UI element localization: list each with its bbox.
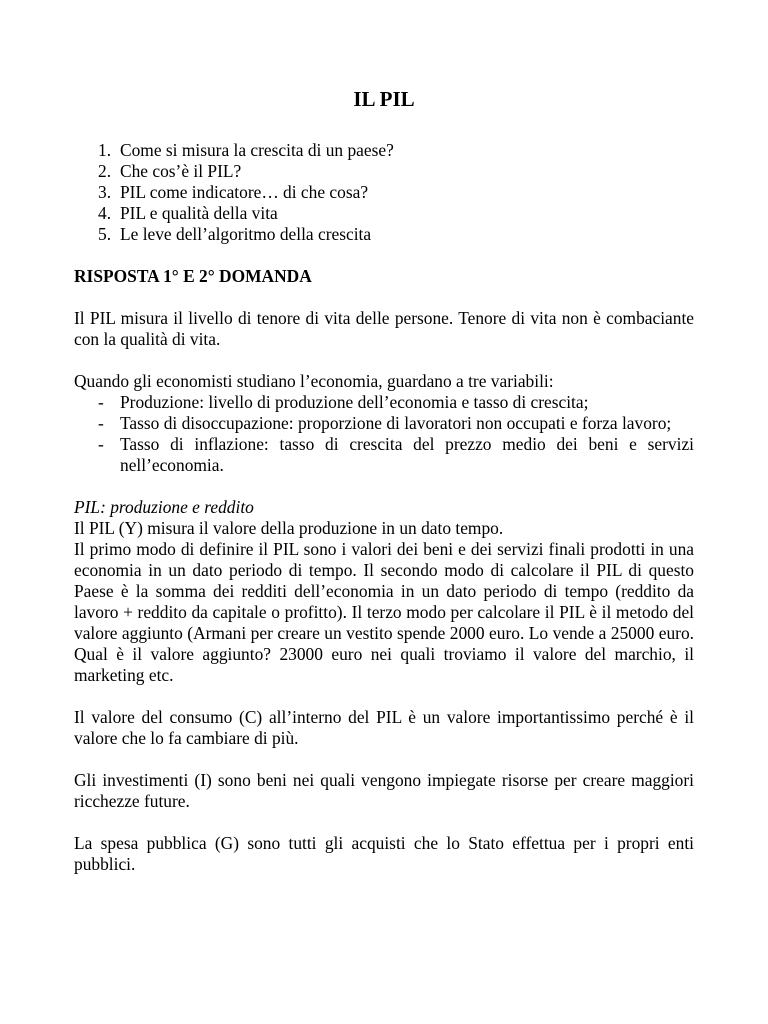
list-item-text: Produzione: livello di produzione dell’economia e tasso di crescita;: [120, 392, 589, 412]
dash-bullet: -: [98, 392, 104, 412]
list-item: [98, 182, 694, 203]
paragraph-tenore-di-vita: Il PIL misura il livello di tenore di vita delle persone. Tenore di vita non è combaciante con la qualità di vita.: [74, 308, 694, 349]
list-item-text: Come si misura la crescita di un paese?: [120, 140, 394, 160]
list-item-text: PIL come indicatore… di che cosa?: [120, 182, 369, 202]
list-number: 1.: [98, 140, 112, 160]
variables-list: [74, 392, 694, 476]
list-item: [98, 392, 694, 413]
list-item: [98, 224, 694, 245]
list-item-text: PIL e qualità della vita: [120, 203, 278, 223]
dash-bullet: -: [98, 413, 104, 433]
questions-list: [74, 140, 694, 245]
document-page: [74, 86, 694, 875]
list-item-text: Le leve dell’algoritmo della crescita: [120, 224, 372, 244]
document-title: IL PIL: [353, 87, 415, 111]
paragraph-consumo: Il valore del consumo (C) all’interno del PIL è un valore importantissimo perché è il valore che lo fa cambiare di più.: [74, 707, 694, 748]
list-number: 5.: [98, 224, 112, 244]
list-number: 4.: [98, 203, 112, 223]
section-heading: RISPOSTA 1° E 2° DOMANDA: [74, 266, 312, 286]
paragraph-pil-modi: Il primo modo di definire il PIL sono i valori dei beni e dei servizi finali prodotti in una economia in un dato periodo di tempo. Il secondo modo di calcolare il PIL di questo Paese è la somma dei redditi dell’economia in un dato periodo di tempo (reddito da lavoro + reddito da capitale o profitto). Il terzo modo per calcolare il PIL è il metodo del valore aggiunto (Armani per creare un vestito spende 2000 euro. Lo vende a 25000 euro. Qual è il valore aggiunto? 23000 euro nei quali troviamo il valore del marchio, il marketing etc.: [74, 539, 694, 685]
list-number: 2.: [98, 161, 112, 181]
paragraph-spesa-pubblica: La spesa pubblica (G) sono tutti gli acquisti che lo Stato effettua per i propri enti pubblici.: [74, 833, 694, 874]
list-item-text: Tasso di disoccupazione: proporzione di lavoratori non occupati e forza lavoro;: [120, 413, 672, 433]
list-item: [98, 161, 694, 182]
dash-bullet: -: [98, 434, 104, 454]
list-number: 3.: [98, 182, 112, 202]
list-item-text: Tasso di inflazione: tasso di crescita del prezzo medio dei beni e servizi nell’economia.: [120, 434, 694, 475]
paragraph-investimenti: Gli investimenti (I) sono beni nei quali vengono impiegate risorse per creare maggiori ricchezze future.: [74, 770, 694, 811]
list-item: [98, 413, 694, 434]
subheading-produzione-reddito: PIL: produzione e reddito: [74, 497, 254, 517]
list-item: [98, 203, 694, 224]
list-item: [98, 140, 694, 161]
paragraph-variabili-intro: Quando gli economisti studiano l’economia, guardano a tre variabili:: [74, 371, 554, 391]
paragraph-pil-definizione: Il PIL (Y) misura il valore della produzione in un dato tempo.: [74, 518, 504, 538]
list-item: [98, 434, 694, 476]
list-item-text: Che cos’è il PIL?: [120, 161, 242, 181]
